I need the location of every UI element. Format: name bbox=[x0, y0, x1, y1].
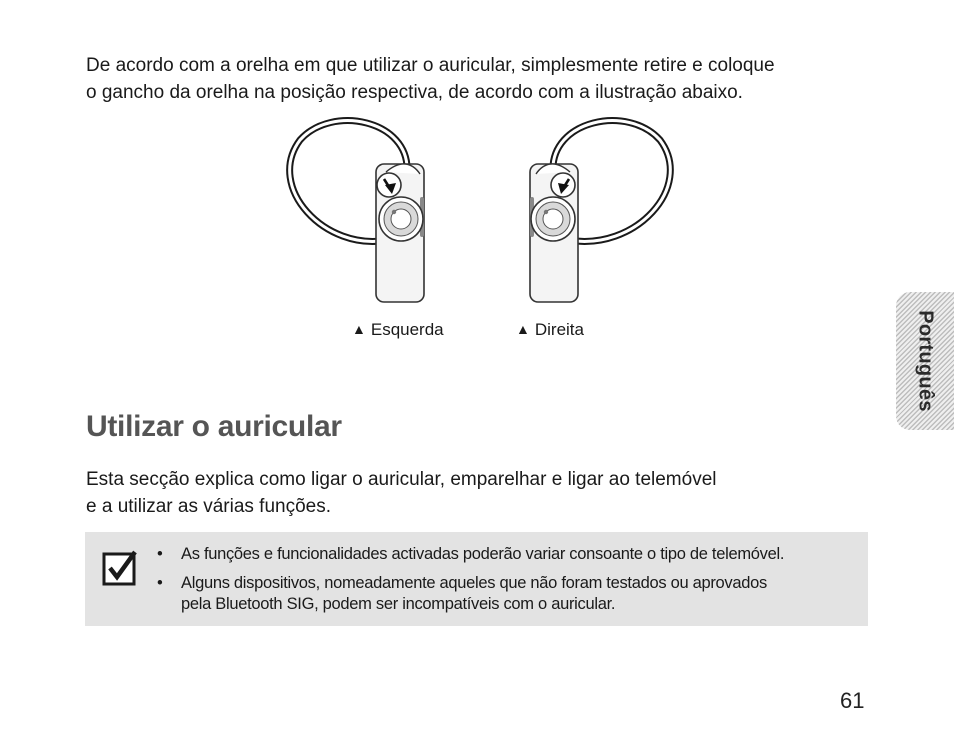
note-box bbox=[85, 532, 868, 626]
triangle-icon: ▲ bbox=[516, 321, 530, 337]
right-caption bbox=[516, 320, 584, 340]
intro-line-2: o gancho da orelha na posição respectiva, de acordo com a ilustração abaixo. bbox=[86, 82, 743, 103]
bullet: • bbox=[157, 574, 163, 592]
triangle-icon: ▲ bbox=[352, 321, 366, 337]
earhook-illustration bbox=[270, 112, 690, 312]
right-headset-image bbox=[530, 121, 670, 302]
section-body bbox=[86, 466, 866, 520]
left-caption bbox=[352, 320, 444, 340]
checkbox-note-icon bbox=[102, 550, 138, 586]
left-headset-image bbox=[290, 121, 424, 302]
left-caption-label: Esquerda bbox=[370, 320, 444, 339]
intro-line-1: De acordo com a orelha em que utilizar o auricular, simplesmente retire e coloque bbox=[86, 55, 775, 76]
note-item bbox=[157, 544, 871, 565]
page-number: 61 bbox=[840, 688, 865, 713]
bullet: • bbox=[157, 545, 163, 563]
note-item bbox=[157, 573, 871, 615]
right-caption-label: Direita bbox=[534, 320, 584, 339]
note-item-2-line-1: Alguns dispositivos, nomeadamente aqueles que não foram testados ou aprovados bbox=[181, 574, 767, 592]
intro-paragraph bbox=[86, 52, 876, 106]
section-body-line-1: Esta secção explica como ligar o auricular, emparelhar e ligar ao telemóvel bbox=[86, 469, 717, 490]
language-tab-label: Português bbox=[914, 310, 937, 412]
language-tab bbox=[896, 292, 954, 430]
section-body-line-2: e a utilizar as várias funções. bbox=[86, 496, 332, 517]
note-item-2-line-2: pela Bluetooth SIG, podem ser incompatíveis com o auricular. bbox=[181, 595, 616, 613]
note-list bbox=[157, 544, 871, 623]
section-title: Utilizar o auricular bbox=[86, 410, 342, 443]
note-item-1-text: As funções e funcionalidades activadas poderão variar consoante o tipo de telemóvel. bbox=[181, 545, 785, 563]
